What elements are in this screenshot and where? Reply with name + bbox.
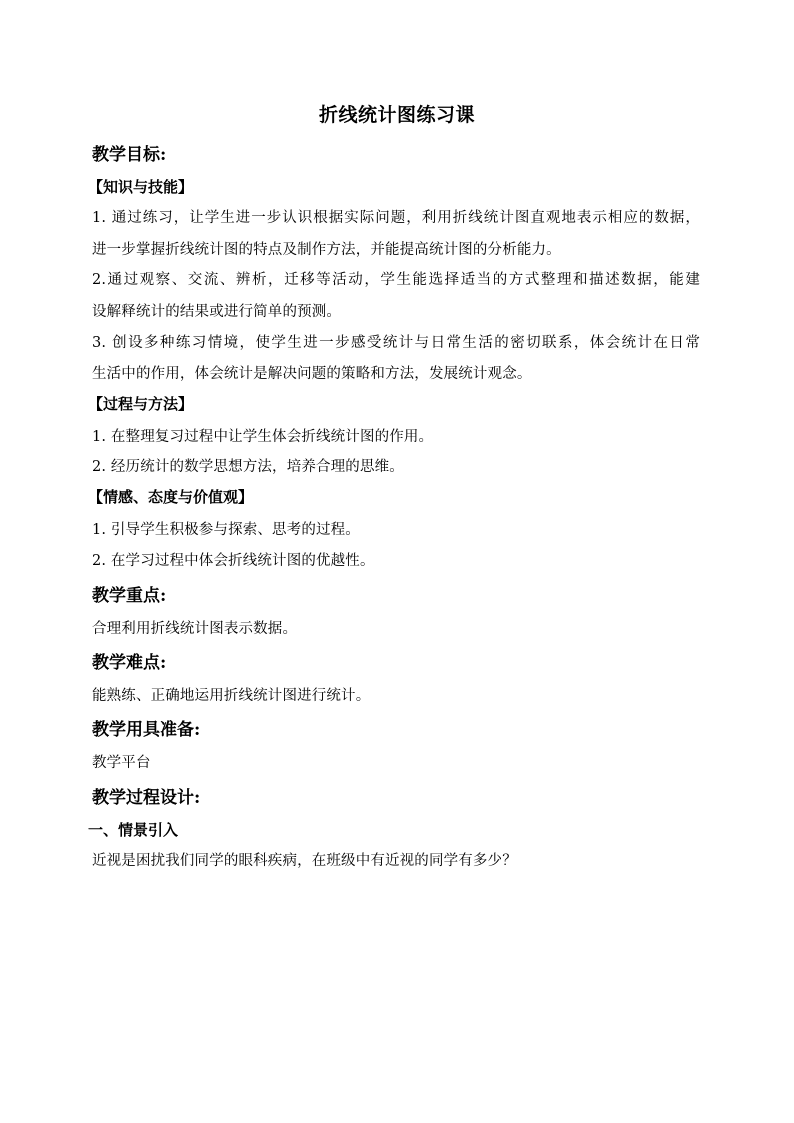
section-1-text: 近视是困扰我们同学的眼科疾病，在班级中有近视的同学有多少？: [92, 853, 517, 869]
knowledge-item-line: 1. 通过练习，让学生进一步认识根据实际问题，利用折线统计图直观地表示相应的数据，: [92, 210, 700, 226]
difficulty-heading: 教学难点:: [92, 653, 167, 673]
difficulty-text: 能熟练、正确地运用折线统计图进行统计。: [92, 688, 371, 704]
emotion-item: 1. 引导学生积极参与探索、思考的过程。: [92, 522, 360, 538]
tools-text: 教学平台: [92, 755, 151, 771]
knowledge-item-line: 生活中的作用，体会统计是解决问题的策略和方法，发展统计观念。: [92, 366, 532, 382]
objectives-heading: 教学目标:: [92, 145, 167, 165]
knowledge-item-line: 设解释统计的结果或进行简单的预测。: [92, 304, 342, 320]
knowledge-skills-heading: 【知识与技能】: [88, 178, 194, 196]
process-item: 2. 经历统计的数学思想方法，培养合理的思维。: [92, 459, 404, 475]
process-method-heading: 【过程与方法】: [88, 395, 194, 413]
key-points-heading: 教学重点:: [92, 586, 167, 606]
knowledge-item-line: 2.通过观察、交流、辨析，迁移等活动，学生能选择适当的方式整理和描述数据，能建: [92, 272, 700, 288]
section-1-heading: 一、情景引入: [88, 821, 179, 839]
knowledge-item-line: 3. 创设多种练习情境，使学生进一步感受统计与日常生活的密切联系，体会统计在日常: [92, 335, 700, 351]
emotion-attitude-heading: 【情感、态度与价值观】: [88, 488, 254, 506]
knowledge-item-line: 进一步掌握折线统计图的特点及制作方法，并能提高统计图的分析能力。: [92, 242, 561, 258]
key-points-text: 合理利用折线统计图表示数据。: [92, 621, 298, 637]
process-item: 1. 在整理复习过程中让学生体会折线统计图的作用。: [92, 429, 434, 445]
process-design-heading: 教学过程设计:: [92, 788, 201, 808]
tools-heading: 教学用具准备:: [92, 720, 201, 740]
emotion-item: 2. 在学习过程中体会折线统计图的优越性。: [92, 553, 375, 569]
document-title: 折线统计图练习课: [318, 104, 475, 126]
